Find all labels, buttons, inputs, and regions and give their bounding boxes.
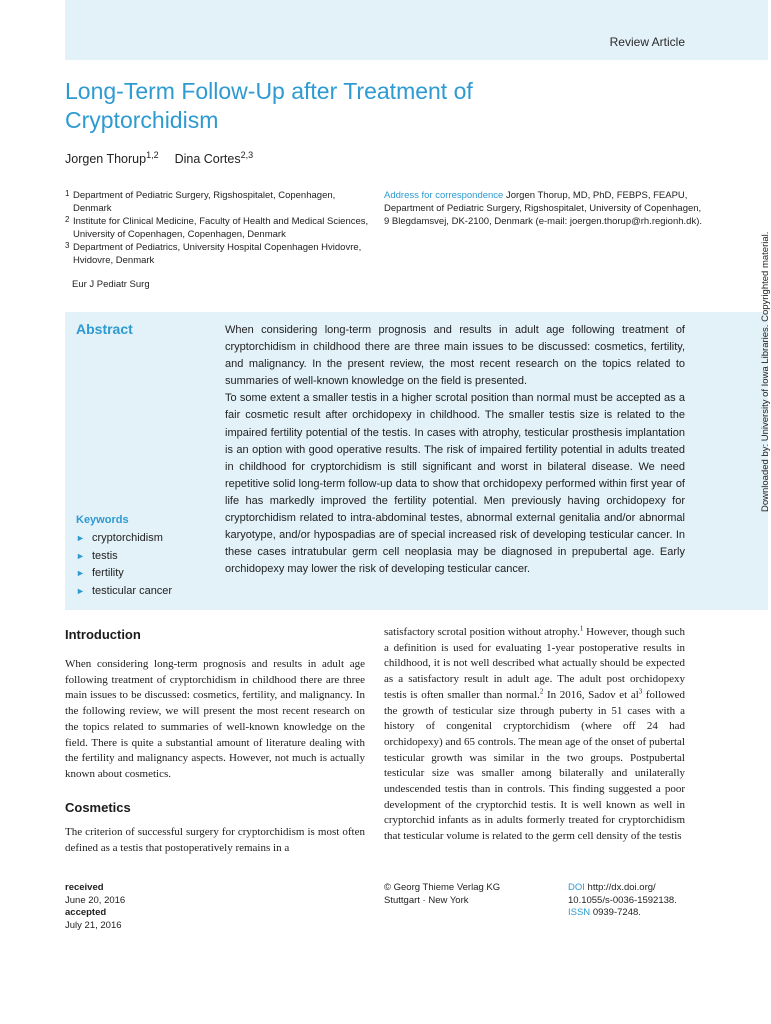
doi-label: DOI (568, 882, 585, 893)
keyword-item: ► fertility (76, 565, 172, 583)
abstract-paragraph: When considering long-term prognosis and results in adult age following treatment of cryptorchidism in childhood there are three main issues to be discussed: cosmetics, fertility, and malignancy. In the present review, the most recent research on the topics related to summaries of well-known knowledge on the field is presented. (225, 324, 685, 388)
correspondence-label: Address for correspondence (384, 190, 504, 201)
affiliation (65, 215, 375, 241)
arrow-icon: ► (76, 550, 85, 561)
keywords-heading: Keywords (76, 514, 129, 526)
footer-dates (65, 882, 125, 932)
publisher-city: Stuttgart · New York (384, 894, 469, 906)
introduction-text: When considering long-term prognosis and results in adult age following treatment of cryptorchidism in childhood there are three main issues to be discussed: cosmetics, fertility, and malignancy. In the following review, we will present the most recent research on the topics related to summaries of well-known knowledge on the field. There is quite a substantial amount of literature dealing with the fertility and malignancy aspects. However, not much is actually known about cosmetics. (65, 658, 365, 780)
issn-label: ISSN (568, 907, 591, 918)
issn-value: 0939-7248. (592, 907, 641, 918)
affiliation (65, 241, 375, 267)
abstract-paragraph: To some extent a smaller testis in a higher scrotal position than normal must be accepted as a fair cosmetic result after orchidopexy in childhood. The smaller testis size is related to the impaired fertility potential of the testis. In cases with atrophy, testicular prosthesis implantation is an option with good operative results. The risk of impaired fertility potential in adults treated in childhood for cryptorchidism is still significant and worst in bilateral disease. We need repetitive solid long-term follow-up data to show that orchidopexy performed within first year of life has markedly improved the fertility potential. Men previously having orchidopexy for cryptorchidism related to intra-abdominal testes, abnormal external genitalia and/or abnormal karyotype, and/or hypospadias are of special increased risk of developing testicular cancer. In these cases intratubular germ cell neoplasia may be diagnosed in prepubertal age. Early orchidopexy may lower the risk of developing testicular cancer. (225, 392, 685, 576)
cosmetics-text: The criterion of successful surgery for cryptorchidism is most often defined as a testis that postoperatively remains in a (65, 826, 365, 854)
introduction-heading: Introduction (65, 627, 141, 642)
article-title: Long-Term Follow-Up after Treatment of Cryptorchidism (65, 78, 473, 133)
author-name: Jorgen Thorup (65, 152, 147, 167)
keyword-item: ► cryptorchidism (76, 530, 172, 548)
affiliation-text: Institute for Clinical Medicine, Faculty of Health and Medical Sciences, University of Copenhagen, Copenhagen, Denmark (73, 216, 369, 240)
article-type: Review Article (609, 35, 685, 49)
affiliation-text: Department of Pediatrics, University Hospital Copenhagen Hvidovre, Hvidovre, Denmark (73, 242, 362, 266)
cosmetics-heading: Cosmetics (65, 800, 131, 815)
download-watermark: Downloaded by: University of Iowa Libraries. Copyrighted material. (760, 231, 771, 512)
received-label: received (65, 882, 104, 893)
affiliation-text: Department of Pediatric Surgery, Rigshospitalet, Copenhagen, Denmark (73, 190, 336, 214)
affiliation-number: 1 (65, 189, 70, 198)
affiliation-number: 2 (65, 215, 70, 224)
keyword-list (76, 530, 172, 600)
arrow-icon: ► (76, 533, 85, 543)
citation-ref: 1 (579, 624, 584, 633)
journal-name: Eur J Pediatr Surg (72, 279, 150, 290)
keyword-item: ► testis (76, 548, 172, 566)
abstract-text (225, 322, 685, 578)
abstract-heading: Abstract (76, 321, 133, 337)
arrow-icon: ► (76, 568, 85, 578)
author-affil-ref: 1,2 (146, 150, 159, 160)
author-list (65, 150, 253, 166)
footer-publisher (384, 882, 500, 907)
author-name: Dina Cortes (174, 152, 241, 167)
affiliation-list (65, 189, 375, 267)
citation-ref: 3 (638, 687, 643, 696)
footer-identifiers (568, 882, 677, 920)
accepted-label: accepted (65, 907, 107, 918)
affiliation-number: 3 (65, 241, 70, 250)
affiliation (65, 189, 375, 215)
author-affil-ref: 2,3 (240, 150, 254, 160)
publisher-name: © Georg Thieme Verlag KG (384, 882, 501, 893)
arrow-icon: ► (76, 585, 85, 596)
received-date: June 20, 2016 (65, 894, 126, 906)
right-column-text: satisfactory scrotal position without atrophy.$^1$ However, though such a definition is used for evaluating 1-year postoperative results in childhood, it is not well described what actually should be expected as a satisfactory result in adult age. The adult post orchidopexy testis is often smaller than normal.$^2$ In 2016, Sadov et $al^3$ followed the growth of testicular size through puberty in 51 cases with a history of congenital cryptorchidism (where off 24 had orchidopexy) and 65 controls. The mean age of the onset of pubertal testicular growth was similar in the two groups. Postpubertal testicular size was smaller among bilaterally and unilaterally undescended testis than in controls. This finding suggested a poor development of the cryptorchid testis. It is well known as well in cryptorchid infants as in adults formerly treated for cryptorchidism that testicular volume is related to the germ cell density of the testis (384, 624, 685, 843)
header-band (65, 0, 768, 60)
correspondence (384, 189, 704, 228)
doi-url[interactable]: http://dx.doi.org/ (587, 882, 656, 893)
citation-ref: 2 (539, 687, 544, 696)
keyword-item: ► testicular cancer (76, 583, 172, 601)
doi-value[interactable]: 10.1055/s-0036-1592138. (568, 894, 677, 906)
accepted-date: July 21, 2016 (65, 919, 122, 931)
correspondence-text: Jorgen Thorup, MD, PhD, FEBPS, FEAPU, Department of Pediatric Surgery, Rigshospitalet, University of Copenhagen, 9 Blegdamsvej, DK-2100, Denmark (e-mail: joergen.thorup@rh.regionh.dk). (384, 190, 703, 227)
